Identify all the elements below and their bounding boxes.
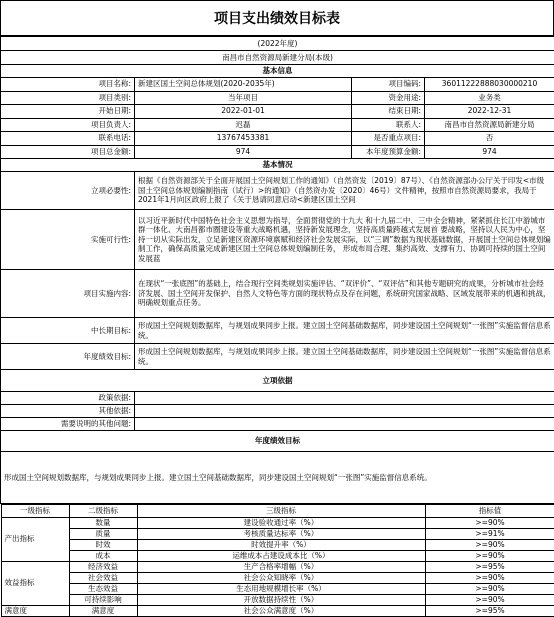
indicator-level2: 满意度	[69, 605, 137, 616]
indicator-level1: 效益指标	[1, 561, 69, 605]
indicator-value: >=91%	[425, 528, 554, 539]
situation-label: 年度绩效目标:	[1, 344, 135, 370]
indicator-level2: 质量	[69, 528, 137, 539]
field-value: 974	[135, 145, 352, 159]
indicator-value: >=90%	[425, 539, 554, 550]
indicator-level2: 时效	[69, 539, 137, 550]
table-row	[1, 370, 554, 392]
sheet-title: 项目支出绩效目标表	[0, 0, 554, 36]
table-row	[1, 405, 554, 418]
indicator-value: >=95%	[425, 605, 554, 616]
indicator-level3: 开放数据持续性（%）	[137, 594, 425, 605]
indicator-level2: 生态效益	[69, 583, 137, 594]
indicator-row	[1, 561, 554, 572]
table-row	[1, 431, 554, 452]
indicator-row	[1, 572, 554, 583]
indicator-value: >=90%	[425, 550, 554, 561]
situation-text: 以习近平新时代中国特色社会主义思想为指导，全面贯彻党的十九大 和十九届二中、三中全会精神，紧紧抓住长江中游城市群一体化、大南昌都市圈建设等重大战略机遇，坚持新发展理念，坚持高质量跨越式发展首 要战略，坚持以人民为中心，坚持一切从实际出发，立足新建区资源环境禀赋和经济社会发展实际，以“三调”数据为现状基础数据，开展国土空间总体规划编制工作，确保高质量完成新建区国土空间总体规划编制任务， 形成布局合理、集约高效、支撑有力、协调可持续的国土空间发展蓝	[135, 210, 554, 270]
situation-text: 根据《自然资源部关于全面开展国土空间规划工作的通知》（自然资发〔2019〕87号）、《自然资源部办公厅关于印发<市级国土空间总体规划编制指南（试行）>的通知》（自然资办发〔2020〕46号）文件精神，按照市自然资源局要求，我局于2021年1月向区政府上报了《关于恳请同意启动<新建区国土空间	[135, 172, 554, 210]
indicator-level3: 生产合格率增幅（%）	[137, 561, 425, 572]
indicator-header: 指标值	[425, 505, 554, 518]
indicator-value: >=90%	[425, 583, 554, 594]
indicator-section	[1, 504, 554, 617]
indicator-value: >=95%	[425, 561, 554, 572]
situation-label: 中长期目标:	[1, 318, 135, 344]
field-label: 结束日期:	[352, 105, 425, 119]
indicator-header: 一级指标	[1, 505, 69, 518]
field-label: 本年度预算金额:	[352, 145, 425, 159]
table-row	[1, 318, 554, 344]
field-value: 36011222888030000210	[425, 78, 554, 92]
table-row	[1, 418, 554, 431]
indicator-level2: 成本	[69, 550, 137, 561]
indicator-level2: 社会效益	[69, 572, 137, 583]
year-label: (2022年度)	[1, 37, 554, 51]
field-label: 项目总金额:	[1, 145, 135, 159]
basis-label: 其他依据:	[1, 405, 135, 418]
table-row	[1, 159, 554, 172]
field-value: 2022-01-01	[135, 105, 352, 119]
section-basic-info: 基本信息	[1, 65, 554, 78]
field-label: 项目名称:	[1, 78, 135, 92]
table-row	[1, 504, 554, 617]
field-value: 当年项目	[135, 91, 352, 105]
table-row	[1, 51, 554, 65]
field-value: 迟磊	[135, 118, 352, 132]
situation-label: 立项必要性:	[1, 172, 135, 210]
department-label: 南昌市自然资源局新建分局(本级)	[1, 51, 554, 65]
situation-text: 形成国土空间规划数据库，与规划成果同步上报。建立国土空间基础数据库，同步建设国土空间规划“一张图”实施监督信息系统。	[135, 344, 554, 370]
indicator-level3: 生态用地规模增长率（%）	[137, 583, 425, 594]
indicator-level3: 时效提升率（%）	[137, 539, 425, 550]
indicator-value: >=90%	[425, 594, 554, 605]
indicator-level3: 运维成本占建设成本比（%）	[137, 550, 425, 561]
indicator-level3: 考核质量达标率（%）	[137, 528, 425, 539]
situation-label: 项目实施内容:	[1, 270, 135, 318]
field-label: 项目类别:	[1, 91, 135, 105]
indicator-row	[1, 594, 554, 605]
indicator-table	[1, 504, 554, 617]
indicator-level3: 社会公众知晓率（%）	[137, 572, 425, 583]
field-value: 南昌市自然资源局新建分局	[425, 118, 554, 132]
indicator-level3: 社会公众满意度（%）	[137, 605, 425, 616]
annual-goal-text: 形成国土空间规划数据库，与规划成果同步上报。建立国土空间基础数据库，同步建设国土空间规划“一张图”实施监督信息系统。	[1, 452, 554, 504]
indicator-row	[1, 539, 554, 550]
indicator-value: >=90%	[425, 572, 554, 583]
table-row	[1, 145, 554, 159]
field-value: 2022-12-31	[425, 105, 554, 119]
indicator-level2: 数量	[69, 517, 137, 528]
indicator-row	[1, 505, 554, 518]
basis-value	[135, 405, 554, 418]
field-value: 否	[425, 132, 554, 146]
table-row	[1, 172, 554, 210]
table-row	[1, 270, 554, 318]
indicator-row	[1, 517, 554, 528]
situation-text: 形成国土空间规划数据库，与规划成果同步上报。建立国土空间基础数据库，同步建设国土空间规划“一张图”实施监督信息系统。	[135, 318, 554, 344]
indicator-value: >=90%	[425, 517, 554, 528]
table-row	[1, 105, 554, 119]
field-value: 新建区国土空间总体规划(2020-2035年)	[135, 78, 352, 92]
section-basis: 立项依据	[1, 370, 554, 392]
table-row	[1, 91, 554, 105]
indicator-level2: 经济效益	[69, 561, 137, 572]
indicator-row	[1, 550, 554, 561]
indicator-level1: 满意度	[1, 605, 69, 616]
field-value: 13767453381	[135, 132, 352, 146]
situation-text: 在现状“一张底图”的基础上，结合现行空间类规划实施评估、“双评价”、“双评估”和其他专题研究的成果，分析城市社会经济发展、国土空间开发保护、自然人文特色等方面的现状特点及存在问题，系统研究国家战略、区域发展带来的机遇和挑战，明确规划重点任务。	[135, 270, 554, 318]
indicator-level3: 建设验收通过率（%）	[137, 517, 425, 528]
table-row	[1, 392, 554, 405]
indicator-header: 二级指标	[69, 505, 137, 518]
table-row	[1, 210, 554, 270]
basis-value	[135, 418, 554, 431]
field-label: 联系人:	[352, 118, 425, 132]
indicator-level2: 可持续影响	[69, 594, 137, 605]
field-label: 资金用途:	[352, 91, 425, 105]
field-label: 开始日期:	[1, 105, 135, 119]
table-row	[1, 65, 554, 78]
basis-label: 需要说明的其他问题:	[1, 418, 135, 431]
field-label: 联系电话:	[1, 132, 135, 146]
situation-label: 实施可行性:	[1, 210, 135, 270]
field-label: 是否重点项目:	[352, 132, 425, 146]
field-label: 项目负责人:	[1, 118, 135, 132]
section-annual-goal: 年度绩效目标	[1, 431, 554, 452]
main-table	[0, 36, 554, 617]
table-row	[1, 78, 554, 92]
indicator-row	[1, 583, 554, 594]
indicator-row	[1, 605, 554, 616]
indicator-row	[1, 528, 554, 539]
field-value: 974	[425, 145, 554, 159]
table-row	[1, 118, 554, 132]
indicator-header: 三级指标	[137, 505, 425, 518]
basis-label: 政策依据:	[1, 392, 135, 405]
basis-value	[135, 392, 554, 405]
section-basic-situation: 基本情况	[1, 159, 554, 172]
table-row	[1, 344, 554, 370]
indicator-level1: 产出指标	[1, 517, 69, 561]
field-value: 业务类	[425, 91, 554, 105]
field-label: 项目编码:	[352, 78, 425, 92]
table-row	[1, 132, 554, 146]
table-row	[1, 37, 554, 51]
table-row	[1, 452, 554, 504]
